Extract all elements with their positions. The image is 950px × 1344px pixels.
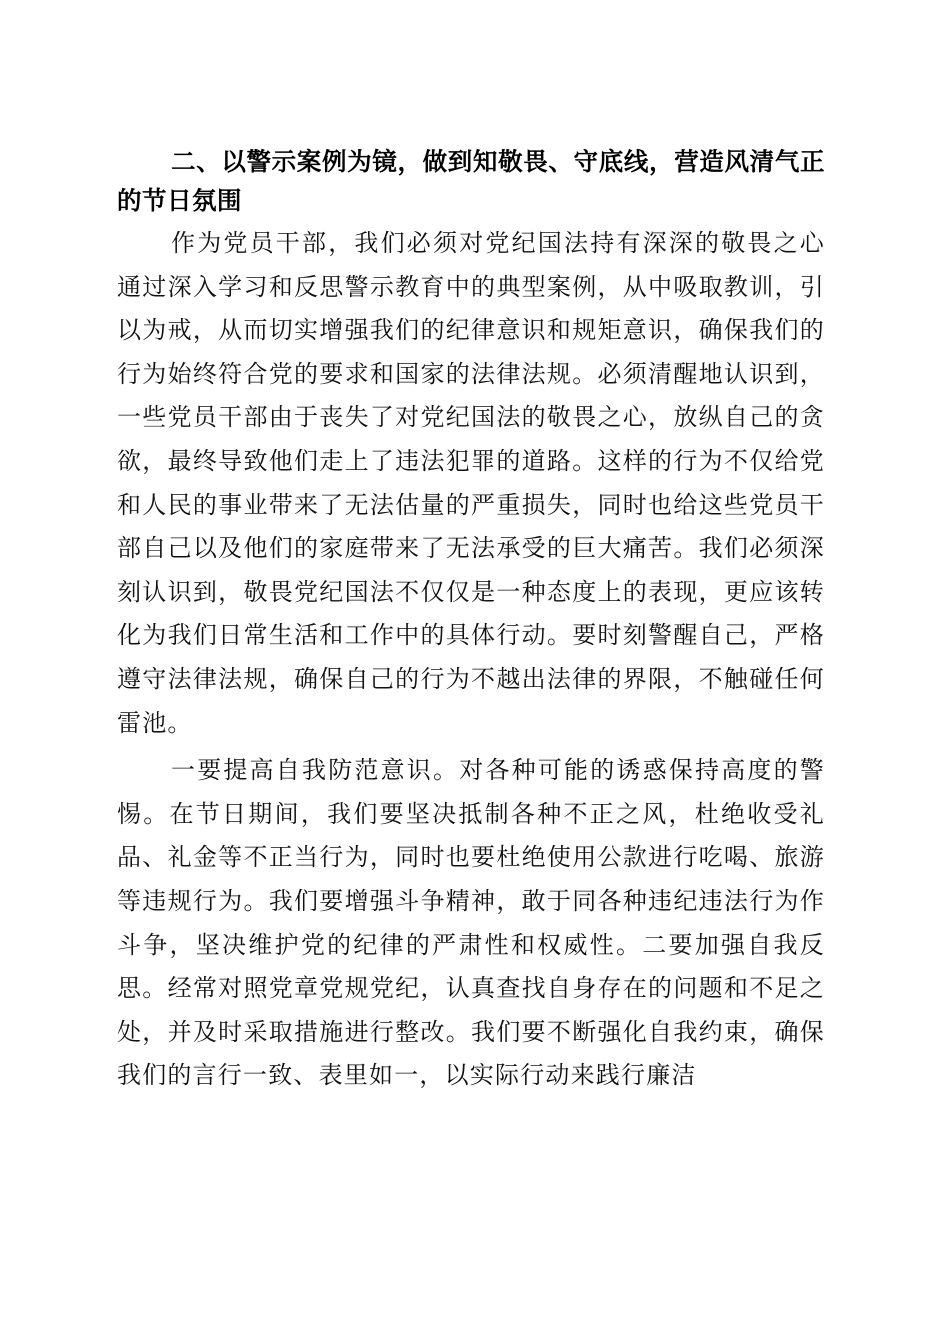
paragraph-reverence: 作为党员干部，我们必须对党纪国法持有深深的敬畏之心通过深入学习和反思警示教育中的典型案例，从中吸取教训，引以为戒，从而切实增强我们的纪律意识和规矩意识，确保我们的行为始终符合党的要求和国家的法律法规。必须清醒地认识到，一些党员干部由于丧失了对党纪国法的敬畏之心，放纵自己的贪欲，最终导致他们走上了违法犯罪的道路。这样的行为不仅给党和人民的事业带来了无法估量的严重损失，同时也给这些党员干部自己以及他们的家庭带来了无法承受的巨大痛苦。我们必须深刻认识到，敬畏党纪国法不仅仅是一种态度上的表现，更应该转化为我们日常生活和工作中的具体行动。要时刻警醒自己，严格遵守法律法规，确保自己的行为不越出法律的界限，不触碰任何雷池。 — [117, 229, 825, 737]
document-body — [117, 142, 825, 1098]
section-heading: 二、以警示案例为镜，做到知敬畏、守底线，营造风清气正的节日氛围 — [117, 147, 825, 215]
paragraph-self-defense: 一要提高自我防范意识。对各种可能的诱惑保持高度的警惕。在节日期间，我们要坚决抵制各种不正之风，杜绝收受礼品、礼金等不正当行为，同时也要杜绝使用公款进行吃喝、旅游等违规行为。我们要增强斗争精神，敢于同各种违纪违法行为作斗争，坚决维护党的纪律的严肃性和权威性。二要加强自我反思。经常对照党章党规党纪，认真查找自身存在的问题和不足之处，并及时采取措施进行整改。我们要不断强化自我约束，确保我们的言行一致、表里如一，以实际行动来践行廉洁 — [117, 756, 825, 1090]
